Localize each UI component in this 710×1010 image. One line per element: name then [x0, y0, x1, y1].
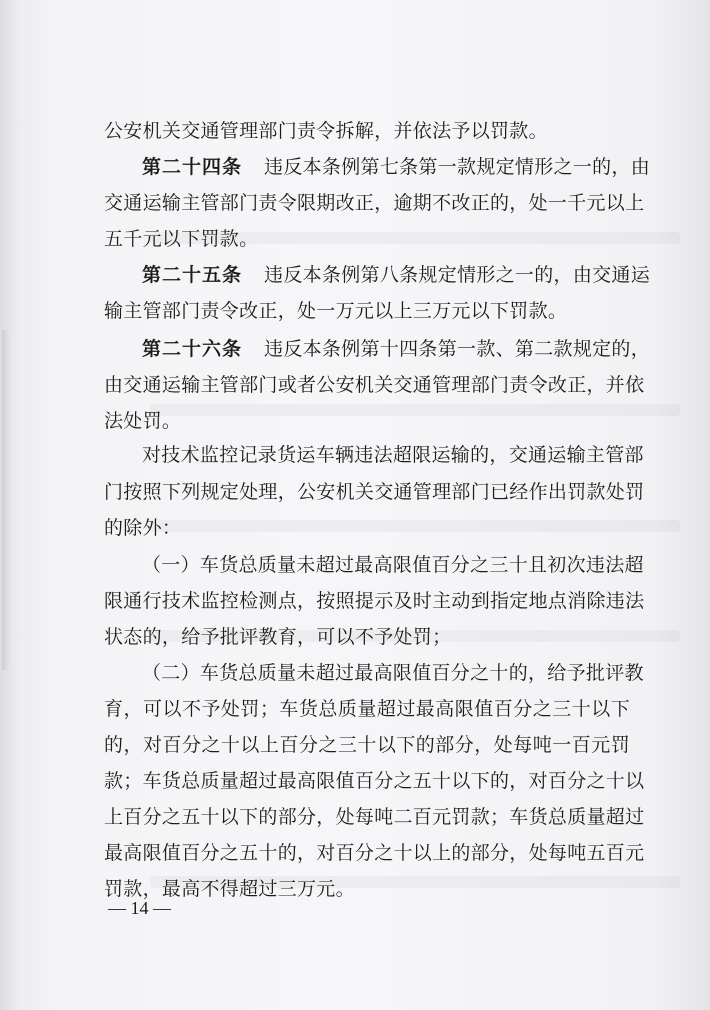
- text-line: 款；车货总质量超过最高限值百分之五十以下的，对百分之十以: [104, 770, 645, 792]
- text-line: 罚款，最高不得超过三万元。: [104, 878, 355, 900]
- text-line: （一）车货总质量未超过最高限值百分之三十且初次违法超: [142, 554, 644, 576]
- page-number: — 14 —: [108, 898, 171, 918]
- text-line: 状态的，给予批评教育，可以不予处罚；: [104, 626, 452, 648]
- text-line: 由交通运输主管部门或者公安机关交通管理部门责令改正，并依: [104, 374, 645, 396]
- text-line: 对技术监控记录货运车辆违法超限运输的，交通运输主管部: [142, 444, 644, 466]
- text-line: 的除外：: [104, 517, 182, 539]
- text-line: 输主管部门责令改正，处一万元以上三万元以下罚款。: [104, 300, 568, 322]
- article-25-first-line: [142, 260, 651, 290]
- text-line: 育，可以不予处罚；车货总质量超过最高限值百分之三十以下: [104, 698, 630, 720]
- text-line: 违反本条例第八条规定情形之一的，由交通运: [264, 264, 651, 286]
- scan-shadow: [2, 330, 10, 670]
- article-24-first-line: [142, 152, 651, 182]
- text-line: 违反本条例第十四条第一款、第二款规定的，: [264, 338, 651, 360]
- text-line: 门按照下列规定处理，公安机关交通管理部门已经作出罚款处罚: [104, 481, 645, 503]
- text-line: 最高限值百分之五十的，对百分之十以上的部分，处每吨五百元: [104, 842, 645, 864]
- article-26-first-line: [142, 334, 651, 364]
- article-label: 第二十五条: [142, 264, 243, 286]
- text-line: 五千元以下罚款。: [104, 228, 259, 250]
- text-line: 的，对百分之十以上百分之三十以下的部分，处每吨一百元罚: [104, 734, 630, 756]
- text-line: （二）车货总质量未超过最高限值百分之十的，给予批评教: [142, 662, 644, 684]
- text-line: 公安机关交通管理部门责令拆解，并依法予以罚款。: [104, 120, 548, 142]
- text-line: 交通运输主管部门责令限期改正，逾期不改正的，处一千元以上: [104, 192, 645, 214]
- text-line: 违反本条例第七条第一款规定情形之一的，由: [264, 156, 651, 178]
- article-label: 第二十四条: [142, 156, 243, 178]
- text-line: 法处罚。: [104, 410, 182, 432]
- text-line: 限通行技术监控检测点，按照提示及时主动到指定地点消除违法: [104, 590, 645, 612]
- article-label: 第二十六条: [142, 338, 243, 360]
- text-line: 上百分之五十以下的部分，处每吨二百元罚款；车货总质量超过: [104, 806, 645, 828]
